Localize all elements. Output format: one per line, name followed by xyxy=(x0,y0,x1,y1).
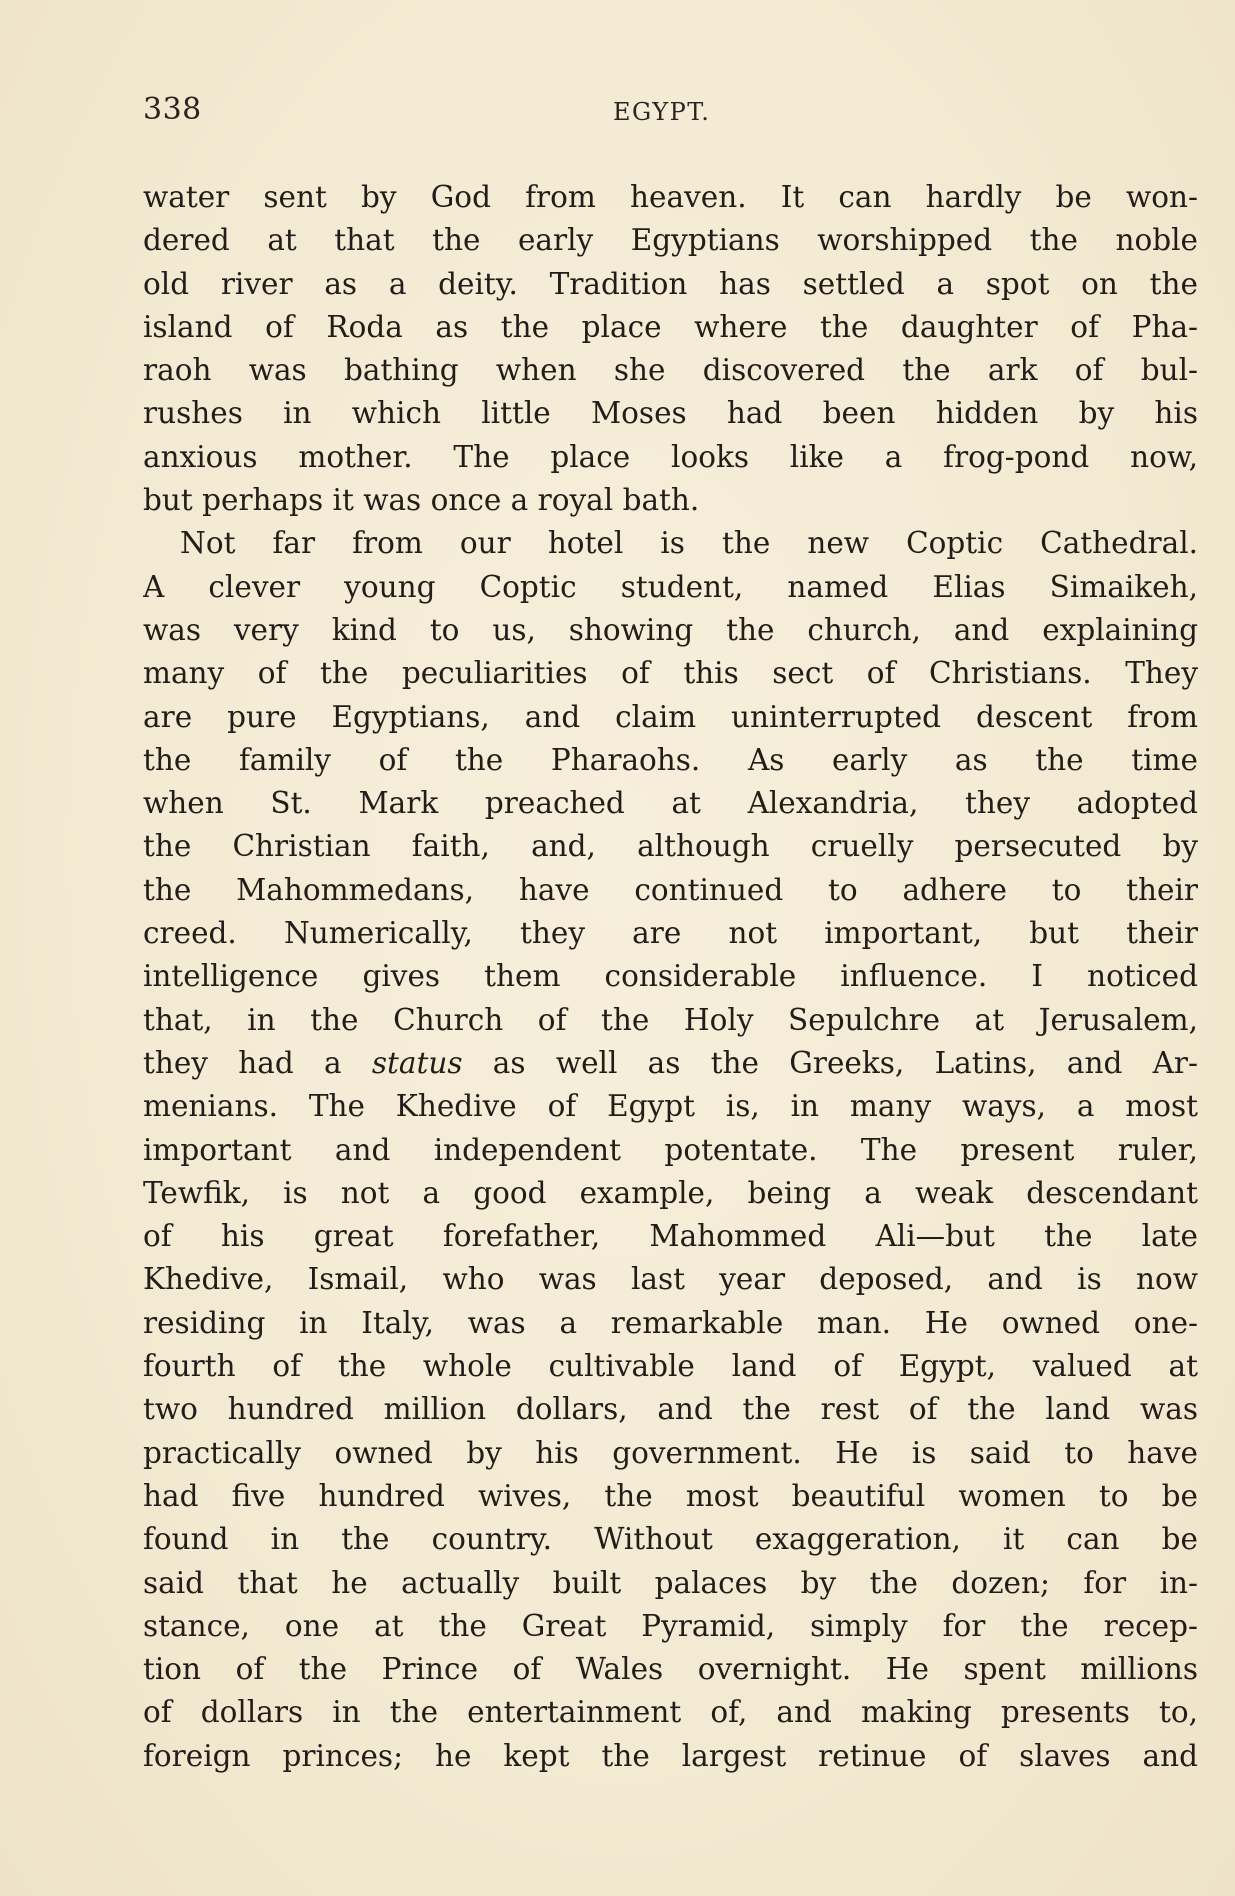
text-line: Tewfik, is not a good example, being a weak descendant xyxy=(143,1175,1198,1210)
text-line: A clever young Coptic student, named Elias Simaikeh, xyxy=(143,569,1198,604)
text-line: dered at that the early Egyptians worshipped the noble xyxy=(143,223,1198,258)
text-line: the family of the Pharaohs. As early as the time xyxy=(143,742,1198,777)
text-line: the Christian faith, and, although cruelly persecuted by xyxy=(143,829,1198,864)
text-line: menians. The Khedive of Egypt is, in many ways, a most xyxy=(143,1089,1198,1124)
text-line: when St. Mark preached at Alexandria, they adopted xyxy=(143,786,1198,821)
text-line: intelligence gives them considerable influence. I noticed xyxy=(143,959,1198,994)
text-line: raoh was bathing when she discovered the ark of bul- xyxy=(143,353,1198,388)
text-line: that, in the Church of the Holy Sepulchre at Jerusalem, xyxy=(143,1002,1198,1037)
text-line: of his great forefather, Mahommed Ali—but the late xyxy=(143,1219,1198,1254)
text-line: practically owned by his government. He is said to have xyxy=(143,1435,1198,1470)
text-line: stance, one at the Great Pyramid, simply for the recep- xyxy=(143,1608,1198,1643)
text-line: old river as a deity. Tradition has settled a spot on the xyxy=(143,266,1198,301)
text-line: fourth of the whole cultivable land of Egypt, valued at xyxy=(143,1349,1198,1384)
text-line: said that he actually built palaces by the dozen; for in- xyxy=(143,1565,1198,1600)
page-header xyxy=(143,92,1193,132)
text-line: of dollars in the entertainment of, and making presents to, xyxy=(143,1695,1198,1730)
text-line: creed. Numerically, they are not important, but their xyxy=(143,916,1198,951)
text-line: was very kind to us, showing the church, and explaining xyxy=(143,612,1198,647)
text-line: water sent by God from heaven. It can hardly be won- xyxy=(143,180,1198,214)
body-text xyxy=(143,176,1198,1778)
running-head: EGYPT. xyxy=(613,98,711,126)
text-line: two hundred million dollars, and the rest of the land was xyxy=(143,1392,1198,1427)
page-number: 338 xyxy=(143,92,202,127)
text-line: island of Roda as the place where the daughter of Pha- xyxy=(143,309,1198,344)
paragraph-start-line: Not far from our hotel is the new Coptic Cathedral. xyxy=(180,526,1198,561)
text-line: Khedive, Ismail, who was last year deposed, and is now xyxy=(143,1262,1198,1297)
text-line: are pure Egyptians, and claim uninterrupted descent from xyxy=(143,699,1198,734)
text-line: the Mahommedans, have continued to adhere to their xyxy=(143,872,1198,907)
text-line: many of the peculiarities of this sect of Christians. They xyxy=(143,656,1198,691)
text-line: rushes in which little Moses had been hidden by his xyxy=(143,396,1198,431)
text-line: found in the country. Without exaggeration, it can be xyxy=(143,1522,1198,1557)
text-line: they had a status as well as the Greeks, Latins, and Ar- xyxy=(143,1045,1198,1080)
text-line: anxious mother. The place looks like a frog-pond now, xyxy=(143,439,1198,474)
text-line: had five hundred wives, the most beautiful women to be xyxy=(143,1478,1198,1513)
text-line: important and independent potentate. The present ruler, xyxy=(143,1132,1198,1167)
text-line: foreign princes; he kept the largest retinue of slaves and xyxy=(143,1738,1198,1773)
text-line: tion of the Prince of Wales overnight. He spent millions xyxy=(143,1652,1198,1687)
text-line: but perhaps it was once a royal bath. xyxy=(143,483,700,518)
text-line: residing in Italy, was a remarkable man. He owned one- xyxy=(143,1305,1198,1340)
